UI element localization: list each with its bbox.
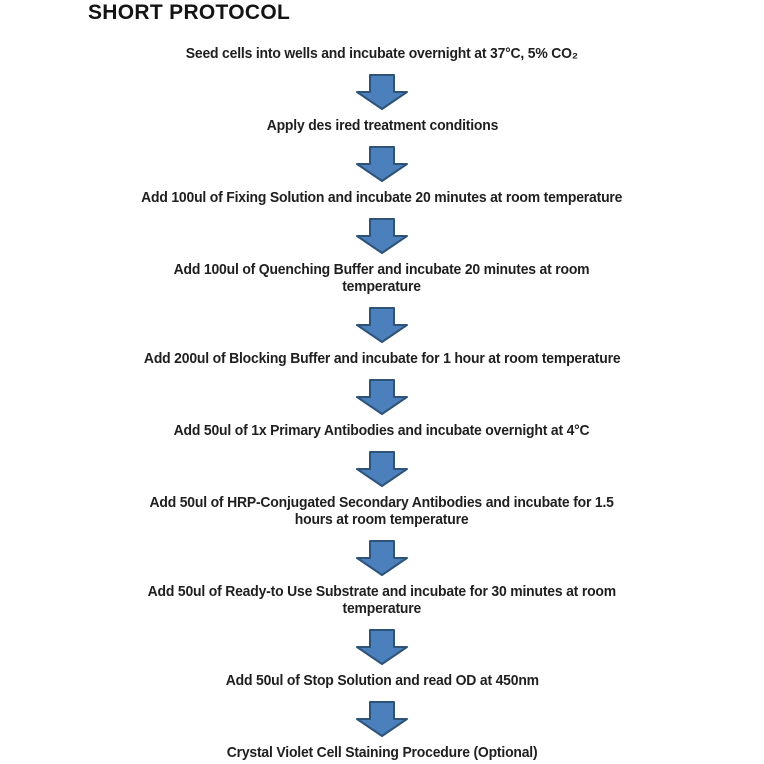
step-line: Apply des ired treatment conditions <box>266 117 498 134</box>
down-arrow-icon <box>355 540 409 576</box>
down-arrow-icon <box>355 307 409 343</box>
protocol-step-5 <box>144 350 620 367</box>
protocol-step-2 <box>266 117 497 134</box>
protocol-step-6 <box>174 422 590 439</box>
step-line: temperature <box>342 278 422 295</box>
step-line: Crystal Violet Cell Staining Procedure (Optional) <box>226 744 538 761</box>
step-line: Add 100ul of Quenching Buffer and incubate 20 minutes at room <box>174 261 590 278</box>
step-line: Add 50ul of Stop Solution and read OD at 450nm <box>225 672 539 689</box>
protocol-step-4 <box>174 261 590 295</box>
down-arrow-icon <box>355 218 409 254</box>
protocol-step-9 <box>225 672 538 689</box>
step-line: Add 100ul of Fixing Solution and incubate 20 minutes at room temperature <box>141 189 623 206</box>
down-arrow-icon <box>355 629 409 665</box>
down-arrow-icon <box>355 74 409 110</box>
protocol-step-7 <box>150 494 614 528</box>
protocol-step-1 <box>186 45 578 62</box>
down-arrow-icon <box>355 379 409 415</box>
protocol-step-8 <box>148 583 616 617</box>
down-arrow-icon <box>355 146 409 182</box>
step-line: temperature <box>342 600 422 617</box>
protocol-step-10 <box>227 744 538 761</box>
step-line: Seed cells into wells and incubate overnight at 37°C, 5% CO₂ <box>185 45 579 62</box>
step-line: Add 50ul of Ready-to Use Substrate and incubate for 30 minutes at room <box>147 583 617 600</box>
step-line: Add 50ul of HRP-Conjugated Secondary Antibodies and incubate for 1.5 <box>149 494 615 511</box>
step-line: Add 50ul of 1x Primary Antibodies and incubate overnight at 4°C <box>174 422 590 439</box>
protocol-step-3 <box>141 189 622 206</box>
page-title: SHORT PROTOCOL <box>88 1 291 24</box>
protocol-flow <box>0 45 764 761</box>
down-arrow-icon <box>355 701 409 737</box>
step-line: Add 200ul of Blocking Buffer and incubate for 1 hour at room temperature <box>143 350 621 367</box>
down-arrow-icon <box>355 451 409 487</box>
step-line: hours at room temperature <box>295 511 469 528</box>
